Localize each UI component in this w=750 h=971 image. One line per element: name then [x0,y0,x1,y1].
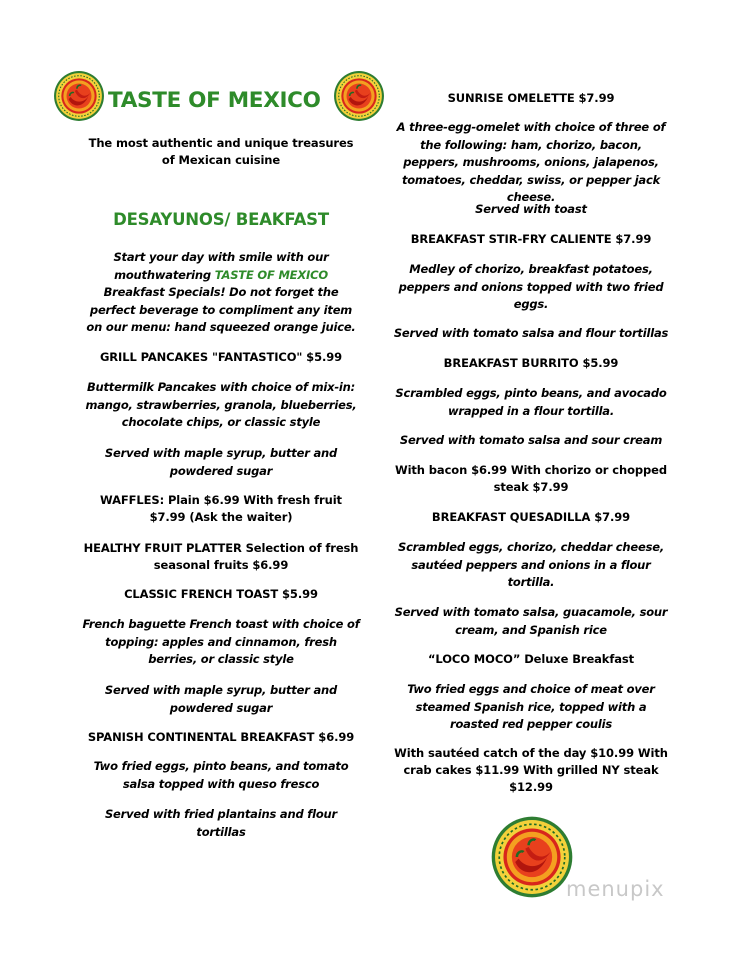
intro-brand: TASTE OF MEXICO [214,267,328,282]
left-column [82,0,360,971]
menu-item-heading: SUNRISE OMELETTE $7.99 [447,91,615,105]
menu-item-description: Served with maple syrup, butter and powdered sugar [104,683,338,715]
section-title: DESAYUNOS/ BEAKFAST [113,210,329,229]
menu-item-heading: BREAKFAST QUESADILLA $7.99 [431,510,631,524]
tagline: The most authentic and unique treasures of Mexican cuisine [88,136,354,167]
intro-suffix: Breakfast Specials! Do not forget the perfect beverage to compliment any item on our menu: hand squeezed orange juice. [86,285,356,334]
menu-item-description: Served with toast [475,202,587,216]
menu-item-description: Scrambled eggs, chorizo, cheddar cheese, sautéed peppers and onions in a flour tortilla. [397,540,664,589]
menu-item-heading: BREAKFAST STIR-FRY CALIENTE $7.99 [410,232,652,246]
menu-item-description: Two fried eggs, pinto beans, and tomato salsa topped with queso fresco [93,759,349,791]
menu-item-heading: With sautéed catch of the day $10.99 With crab cakes $11.99 With grilled NY steak $12.99 [394,746,668,794]
menu-item-description: Served with tomato salsa and flour tortillas [393,326,669,340]
menu-item-description: Served with fried plantains and flour tortillas [104,807,338,839]
menu-item-description: Medley of chorizo, breakfast potatoes, peppers and onions topped with two fried eggs. [398,262,664,311]
restaurant-title: TASTE OF MEXICO [108,88,321,113]
menu-item-description: French baguette French toast with choice of topping: apples and cinnamon, fresh berries, or classic style [82,617,360,666]
menu-item-heading: SPANISH CONTINENTAL BREAKFAST $6.99 [87,730,355,744]
menu-item-description: Served with tomato salsa and sour cream [399,433,663,447]
menu-item-description: Buttermilk Pancakes with choice of mix-in: mango, strawberries, granola, blueberries, chocolate chips, or classic style [85,380,357,429]
watermark: menupix [566,877,665,901]
menu-item-description: A three-egg-omelet with choice of three of the following: ham, chorizo, bacon, peppers, mushrooms, onions, jalapenos, tomatoes, cheddar, swiss, or pepper jack cheese. [396,120,666,204]
menu-item-heading: “LOCO MOCO” Deluxe Breakfast [427,652,635,666]
menu-item-heading: GRILL PANCAKES "FANTASTICO" $5.99 [99,350,343,364]
menu-item-heading: CLASSIC FRENCH TOAST $5.99 [124,587,318,601]
intro-prefix: Start your day with smile with our mouthwatering [113,250,329,282]
menu-item-heading: With bacon $6.99 With chorizo or chopped steak $7.99 [394,463,667,494]
menu-item-description: Scrambled eggs, pinto beans, and avocado wrapped in a flour tortilla. [395,386,667,418]
menu-item-heading: WAFFLES: Plain $6.99 With fresh fruit $7.99 (Ask the waiter) [100,493,342,524]
menu-item-description: Two fried eggs and choice of meat over steamed Spanish rice, topped with a roasted red pepper coulis [407,682,655,731]
chili-emblem-icon [490,815,574,899]
menu-item-description: Served with tomato salsa, guacamole, sour cream, and Spanish rice [394,605,668,637]
menu-item-heading: HEALTHY FRUIT PLATTER Selection of fresh seasonal fruits $6.99 [83,541,359,572]
menu-item-description: Served with maple syrup, butter and powdered sugar [104,446,338,478]
menu-item-heading: BREAKFAST BURRITO $5.99 [443,356,619,370]
